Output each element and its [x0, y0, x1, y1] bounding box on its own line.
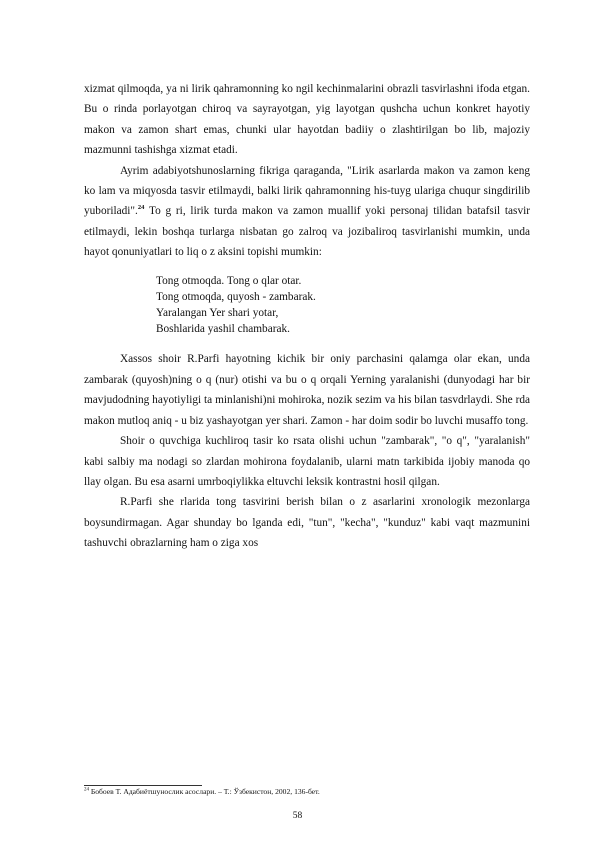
footnote: [84, 787, 320, 797]
footnote-divider: [84, 785, 202, 786]
footnote-number: 24: [84, 787, 89, 793]
paragraph-3: Xassos shoir R.Parfi hayotning kichik bir oniy parchasini qalamga olar ekan, unda zambarak (quyosh)ning o q (nur) otishi va bu o q orqali Yerning yaralanishi (dunyodagi har bir mavjudodning hayotiyligi ta minlanishi)ni mohiroka, nozik sezim va his bilan tasvdrlaydi. She rda makon mutloq aniq - u biz yashayotgan yer shari. Zamon - har doim sodir bo luvchi musaffo tong.: [84, 353, 530, 427]
poem-line: Yaralangan Yer shari yotar,: [156, 307, 279, 320]
poem-quote: [156, 273, 530, 338]
page-number: 58: [292, 811, 303, 821]
footnote-text: Бобоев Т. Адабиётшунослик асослари. – Т.: Ўзбекистон, 2002, 136-бет.: [89, 787, 320, 796]
poem-line: Tong otmoqda. Tong o qlar otar.: [156, 274, 302, 287]
paragraph-4: Shoir o quvchiga kuchliroq tasir ko rsata olishi uchun "zambarak", "o q", "yaralanish" kabi salbiy ma nodagi so zlardan mohirona foydalanib, ularni matn tarkibida ijobiy manoda qo llay olgan. Bu esa asarni umrboqiylikka eltuvchi leksik kontrastni hosil qilgan.: [84, 435, 530, 488]
paragraph-1: xizmat qilmoqda, ya ni lirik qahramonning ko ngil kechinmalarini obrazli tasvirlashni ifoda etgan. Bu o rinda porlayotgan chiroq va sayrayotgan, yig layotgan qushcha uchun konkret hayotiy makon va zamon shart emas, chunki ular hayotdan badiiy o zlashtirilgan bo lib, majoziy mazmunni tashishga xizmat etadi.: [84, 83, 530, 157]
paragraph-5: R.Parfi she rlarida tong tasvirini berish bilan o z asarlarini xronologik mezonlarga boysundirmagan. Agar shunday bo lganda edi, "tun", "kecha", "kunduz" kabi vaqt mazmunini tashuvchi obrazlarning ham o ziga xos: [84, 496, 530, 550]
paragraph-2-continuation: To g ri, lirik turda makon va zamon muallif yoki personaj tilidan batafsil tasvir etilmaydi, lekin boshqa turlarga nisbatan go zalroq va jozibaliroq tasvirlanishi mumkin, unda hayot qonuniyatlari to liq o z aksini topishi mumkin:: [84, 205, 530, 259]
paragraph-2: [84, 161, 530, 263]
body-text: [84, 79, 530, 554]
paragraph-2-text: Ayrim adabiyotshunoslarning fikriga qaraganda, "Lirik asarlarda makon va zamon keng ko lam va miqyosda tasvir etilmaydi, balki lirik qahramonning his-tuyg ulariga chuqur singdirilib yuboriladi".: [84, 164, 530, 218]
poem-line: Boshlarida yashil chambarak.: [156, 323, 290, 336]
poem-line: Tong otmoqda, quyosh - zambarak.: [156, 290, 316, 303]
footnote-reference[interactable]: 24: [137, 204, 145, 212]
